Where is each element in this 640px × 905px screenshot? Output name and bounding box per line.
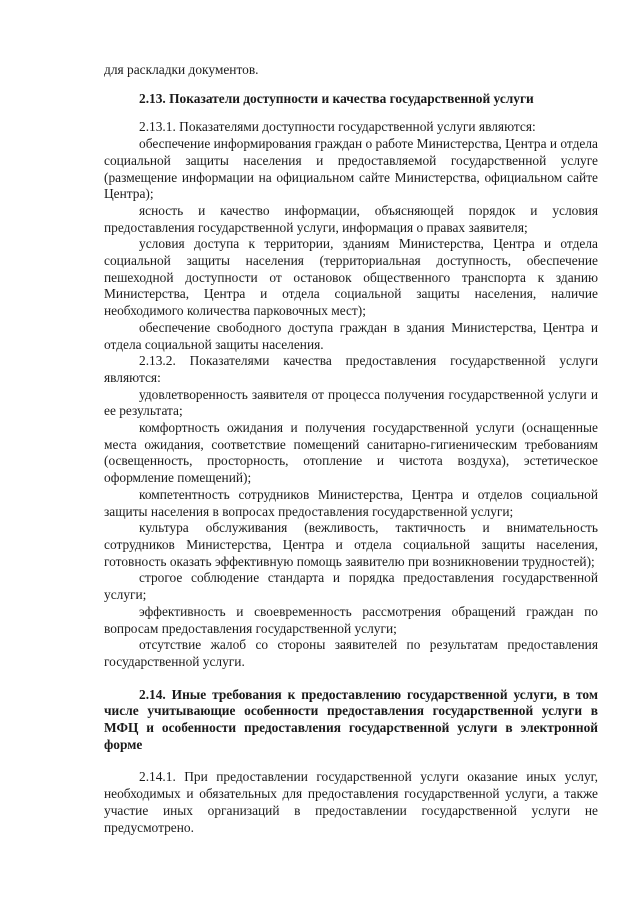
accessibility-item: ясность и качество информации, объясняющей порядок и условия предоставления государственной услуги, информация о правах заявителя; — [104, 202, 598, 235]
quality-item: комфортность ожидания и получения государственной услуги (оснащенные места ожидания, соответствие помещений санитарно-гигиеническим требованиям (освещенность, просторность, отопление и чистота воздуха), эстетическое оформление помещений); — [104, 420, 598, 486]
accessibility-item: обеспечение информирования граждан о работе Министерства, Центра и отдела социальной защиты населения и предоставляемой государственной услуге (размещение информации на официальном сайте Министерства, официальном сайте Центра); — [104, 136, 598, 202]
spacer — [104, 671, 598, 687]
section-heading-2-13: 2.13. Показатели доступности и качества государственной услуги — [139, 90, 534, 106]
quality-item: удовлетворенность заявителя от процесса получения государственной услуги и ее результата; — [104, 386, 598, 419]
paragraph-2-13-2-intro: 2.13.2. Показателями качества предоставления государственной услуги являются: — [104, 353, 598, 385]
quality-item: отсутствие жалоб со стороны заявителей по результатам предоставления государственной услуги. — [104, 637, 598, 669]
spacer — [104, 79, 598, 91]
quality-item: компетентность сотрудников Министерства, Центра и отделов социальной защиты населения в вопросах предоставления государственной услуги; — [104, 486, 598, 519]
accessibility-item: условия доступа к территории, зданиям Министерства, Центра и отдела социальной защиты населения (территориальная доступность, обеспечение пешеходной доступности от остановок общественного транспорта к зданию Министерства, Центра и отдела социальной защиты населения, наличие необходимого количества парковочных мест); — [104, 236, 598, 319]
paragraph-2-13-1-intro: 2.13.1. Показателями доступности государственной услуги являются: — [139, 119, 536, 135]
spacer — [104, 753, 598, 769]
accessibility-item: обеспечение свободного доступа граждан в здания Министерства, Центра и отдела социальной защиты населения. — [104, 319, 598, 352]
paragraph-2-14-1: 2.14.1. При предоставлении государственной услуги оказание иных услуг, необходимых и обязательных для предоставления государственной услуги, а также участие иных организаций в предоставлении государственной услуги не предусмотрено. — [104, 769, 598, 835]
spacer — [104, 107, 598, 119]
continuation-text: для раскладки документов. — [104, 62, 259, 77]
quality-item: эффективность и своевременность рассмотрения обращений граждан по вопросам предоставления государственной услуги; — [104, 603, 598, 636]
quality-item: строгое соблюдение стандарта и порядка предоставления государственной услуги; — [104, 570, 598, 603]
quality-item: культура обслуживания (вежливость, тактичность и внимательность сотрудников Министерства, Центра и отдела социальной защиты населения, готовность оказать эффективную помощь заявителю при возникновении трудностей); — [104, 520, 598, 569]
section-heading-2-14: 2.14. Иные требования к предоставлению государственной услуги, в том числе учитывающие особенности предоставления государственной услуги в МФЦ и особенности предоставления государственной услуги в электронной форме — [104, 686, 598, 752]
